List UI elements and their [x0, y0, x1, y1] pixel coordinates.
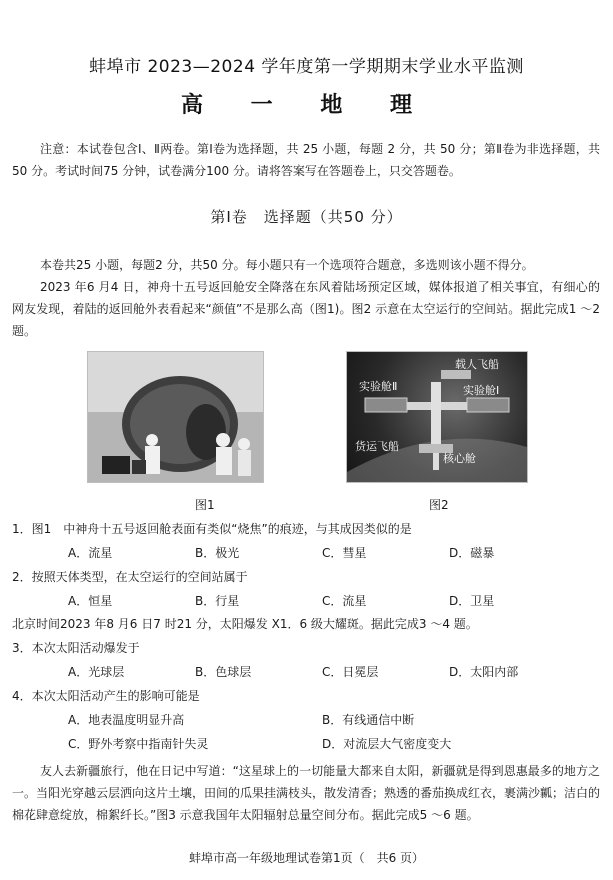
q3-option-b: B．色球层: [195, 665, 252, 679]
passage-2: 北京时间2023 年8 月6 日7 时21 分，太阳爆发 X1．6 级大耀斑。据此完成3 ～4 题。: [12, 617, 478, 631]
q4-option-c: C．野外考察中指南针失灵: [68, 737, 209, 751]
subject-title: 高 一 地 理: [181, 93, 432, 118]
passage-1: 2023 年6 月4 日，神舟十五号返回舱安全降落在东风着陆场预定区域，媒体报道了相关事宜，有细心的网友发现，着陆的返回舱外表看起来“颜值”不是那么高（图1)。图2 示意在太空运行的空间站。据此完成1 ～2 题。: [12, 280, 600, 338]
page-footer: 蚌埠市高一年级地理试卷第1页（ 共6 页）: [188, 851, 425, 865]
fig2-label-lab1: 实验舱Ⅰ: [463, 384, 500, 397]
section-intro: 本卷共25 小题，每题2 分，共50 分。每小题只有一个选项符合题意，多选则该小题不得分。: [40, 258, 534, 272]
figure-1-caption: 图1: [195, 498, 215, 512]
q4-option-a: A．地表温度明显升高: [68, 713, 185, 727]
figure-2-caption: 图2: [429, 498, 449, 512]
fig2-label-crew-ship: 载人飞船: [455, 358, 499, 371]
q1-option-c: C．彗星: [322, 546, 367, 560]
q2-option-b: B．行星: [195, 594, 240, 608]
capsule-illustration: [88, 352, 263, 482]
q2-option-a: A．恒星: [68, 594, 113, 608]
figure-1-photo: [87, 351, 264, 483]
q3-option-a: A．光球层: [68, 665, 125, 679]
q2-option-c: C．流星: [322, 594, 367, 608]
question-1-stem: 1．图1 中神舟十五号返回舱表面有类似“烧焦”的痕迹，与其成因类似的是: [12, 522, 412, 536]
q3-option-d: D．太阳内部: [449, 665, 519, 679]
q4-option-b: B．有线通信中断: [322, 713, 415, 727]
q2-option-d: D．卫星: [449, 594, 495, 608]
question-2-stem: 2．按照天体类型，在太空运行的空间站属于: [12, 570, 248, 584]
passage-3: 友人去新疆旅行，他在日记中写道：“这星球上的一切能量大都来自太阳，新疆就是得到恩惠最多的地方之一。当阳光穿越云层洒向这片土壤，田间的瓜果挂满枝头，散发清香；熟透的番茄换成红衣，裹满沙瓤；洁白的棉花肆意绽放，棉絮纤长。”图3 示意我国年太阳辐射总量空间分布。据此完成5 ～6 题。: [12, 764, 601, 822]
figure-2-photo: [346, 351, 528, 483]
fig2-label-cargo-ship: 货运飞船: [355, 440, 399, 453]
exam-title: 蚌埠市 2023—2024 学年度第一学期期末学业水平监测: [89, 57, 524, 77]
q3-option-c: C．日冕层: [322, 665, 379, 679]
exam-notice: 注意：本试卷包含Ⅰ、Ⅱ两卷。第Ⅰ卷为选择题，共 25 小题，每题 2 分，共 50 分；第Ⅱ卷为非选择题，共50 分。考试时间75 分钟，试卷满分100 分。请将答案写在答题卷上，只交答题卷。: [12, 142, 600, 178]
space-station-illustration: [347, 352, 527, 482]
question-3-stem: 3．本次太阳活动爆发于: [12, 641, 140, 655]
fig2-label-core-module: 核心舱: [443, 452, 476, 465]
question-4-stem: 4．本次太阳活动产生的影响可能是: [12, 689, 200, 703]
q4-option-d: D．对流层大气密度变大: [322, 737, 452, 751]
q1-option-a: A．流星: [68, 546, 113, 560]
section-title: 第Ⅰ卷 选择题（共50 分）: [210, 208, 403, 226]
q1-option-d: D．磁暴: [449, 546, 495, 560]
fig2-label-lab2: 实验舱Ⅱ: [359, 380, 398, 393]
q1-option-b: B．极光: [195, 546, 240, 560]
